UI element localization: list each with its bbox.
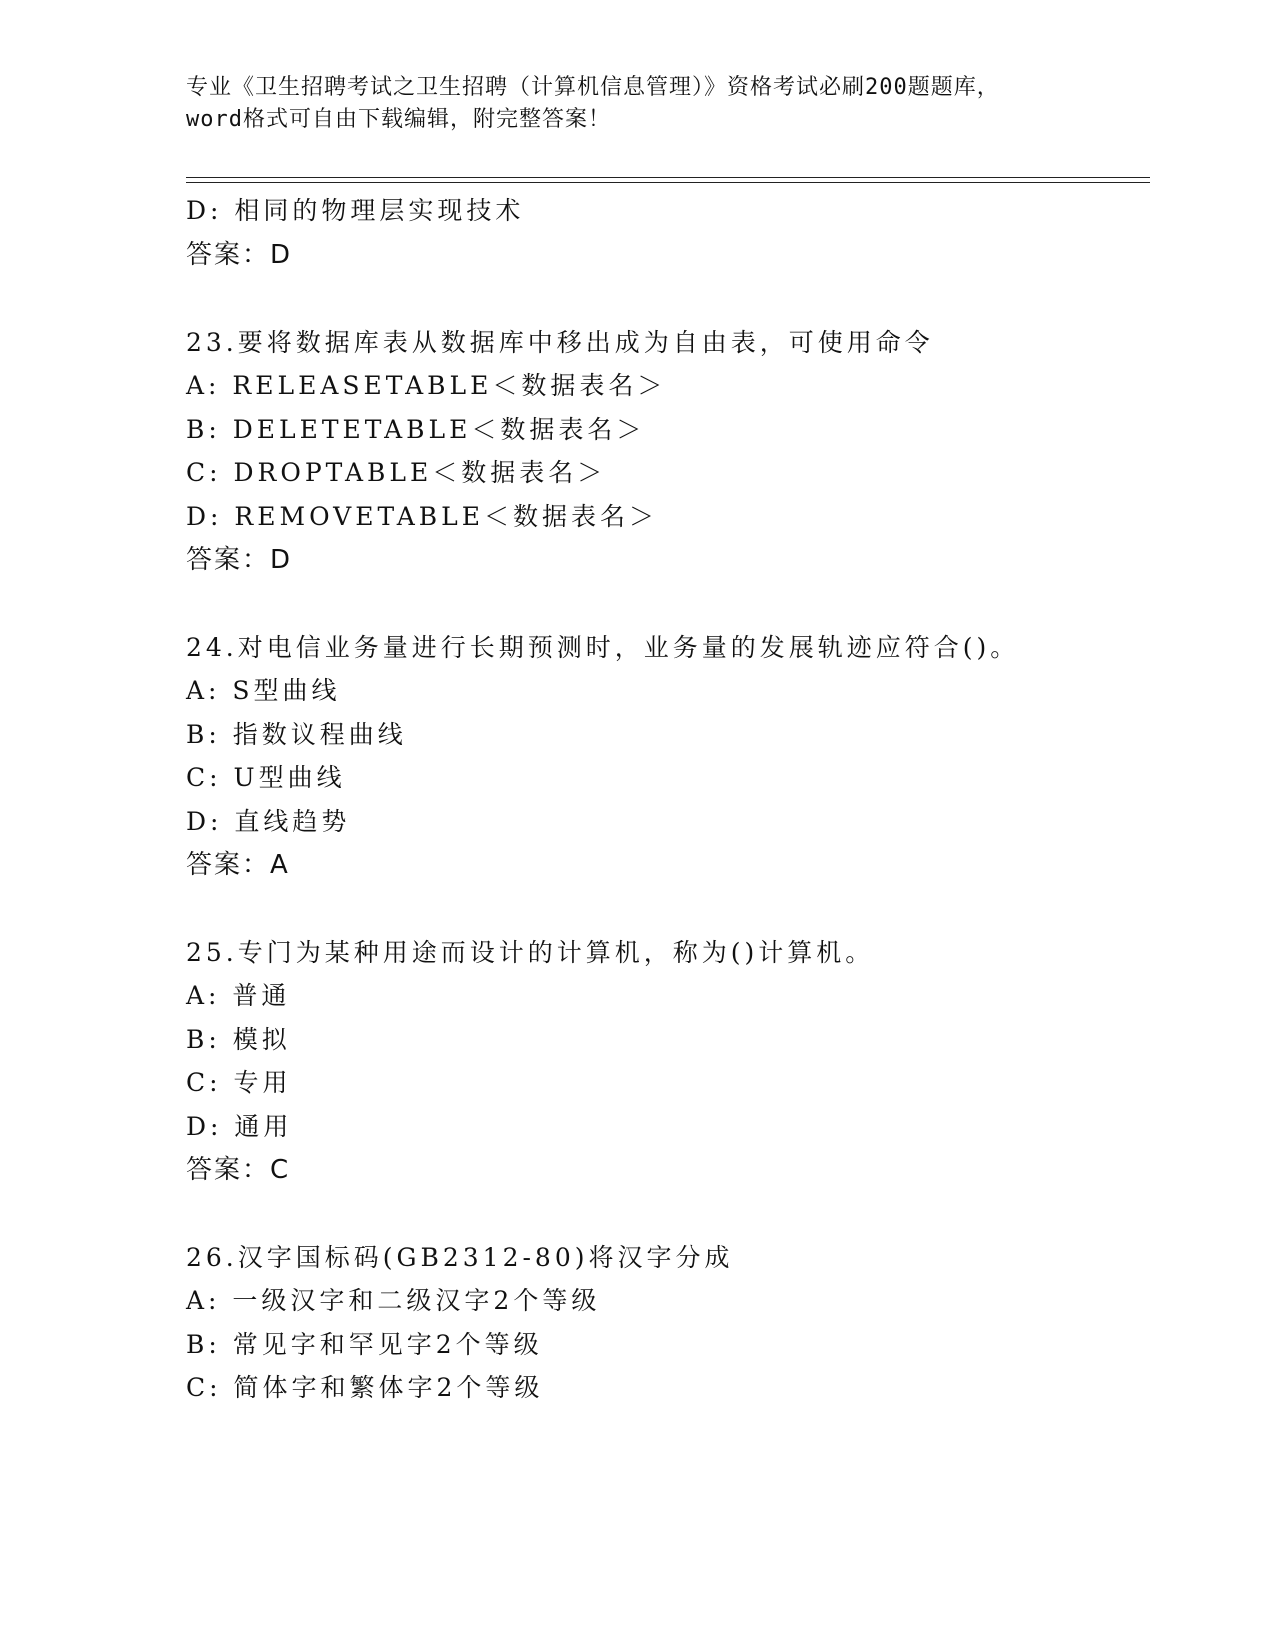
q26-option-a: A: 一级汉字和二级汉字2个等级 bbox=[186, 1286, 601, 1315]
q24-option-a: A: S型曲线 bbox=[186, 676, 341, 705]
q25-answer: 答案：C bbox=[186, 1155, 291, 1185]
header-line-1: 专业《卫生招聘考试之卫生招聘（计算机信息管理）》资格考试必刷200题题库， bbox=[186, 75, 1000, 100]
q24-answer: 答案：A bbox=[186, 850, 290, 880]
header-divider-top bbox=[186, 177, 1150, 178]
prev-answer: 答案：D bbox=[186, 240, 293, 270]
q24-option-b: B: 指数议程曲线 bbox=[186, 720, 407, 749]
q26-option-b: B: 常见字和罕见字2个等级 bbox=[186, 1330, 543, 1359]
q25-option-d: D: 通用 bbox=[186, 1112, 293, 1141]
q25-option-c: C: 专用 bbox=[186, 1068, 292, 1097]
q24-question: 24.对电信业务量进行长期预测时，业务量的发展轨迹应符合()。 bbox=[186, 633, 1020, 662]
q23-option-a: A: RELEASETABLE＜数据表名＞ bbox=[186, 371, 667, 400]
q23-option-b: B: DELETETABLE＜数据表名＞ bbox=[186, 415, 646, 444]
q25-option-a: A: 普通 bbox=[186, 981, 291, 1010]
q25-option-b: B: 模拟 bbox=[186, 1025, 291, 1054]
q23-answer: 答案：D bbox=[186, 545, 293, 575]
prev-option-d: D: 相同的物理层实现技术 bbox=[186, 196, 525, 225]
q23-question: 23.要将数据库表从数据库中移出成为自由表，可使用命令 bbox=[186, 328, 934, 357]
q24-option-c: C: U型曲线 bbox=[186, 763, 346, 792]
document-header bbox=[186, 72, 1146, 136]
q23-option-d: D: REMOVETABLE＜数据表名＞ bbox=[186, 502, 659, 531]
q26-question: 26.汉字国标码(GB2312-80)将汉字分成 bbox=[186, 1243, 734, 1272]
header-line-2: word格式可自由下载编辑，附完整答案！ bbox=[186, 107, 611, 132]
header-divider-bottom bbox=[186, 182, 1150, 183]
q25-question: 25.专门为某种用途而设计的计算机，称为()计算机。 bbox=[186, 938, 875, 967]
q24-option-d: D: 直线趋势 bbox=[186, 807, 351, 836]
q23-option-c: C: DROPTABLE＜数据表名＞ bbox=[186, 458, 607, 487]
q26-option-c: C: 简体字和繁体字2个等级 bbox=[186, 1373, 544, 1402]
